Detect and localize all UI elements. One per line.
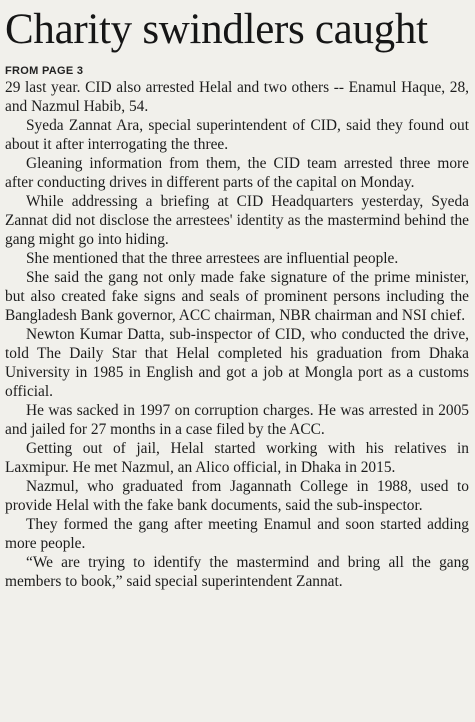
paragraph: Nazmul, who graduated from Jagannath College in 1988, used to provide Helal with the fake bank documents, said the sub-inspector. xyxy=(5,478,469,514)
paragraph: She said the gang not only made fake signature of the prime minister, but also created fake signs and seals of prominent persons including the Bangladesh Bank governor, ACC chairman, NBR chairman and NSI chief. xyxy=(5,269,469,324)
paragraph: Getting out of jail, Helal started working with his relatives in Laxmipur. He met Nazmul, an Alico official, in Dhaka in 2015. xyxy=(5,440,469,476)
paragraph: He was sacked in 1997 on corruption charges. He was arrested in 2005 and jailed for 27 months in a case filed by the ACC. xyxy=(5,402,469,438)
article-headline: Charity swindlers caught xyxy=(5,6,428,53)
paragraph: 29 last year. CID also arrested Helal and two others -- Enamul Haque, 28, and Nazmul Habib, 54. xyxy=(5,79,469,115)
paragraph: She mentioned that the three arrestees are influential people. xyxy=(26,250,399,267)
paragraph: “We are trying to identify the mastermind and bring all the gang members to book,” said special superintendent Zannat. xyxy=(5,554,469,590)
paragraph: Newton Kumar Datta, sub-inspector of CID, who conducted the drive, told The Daily Star that Helal completed his graduation from Dhaka University in 1985 in English and got a job at Mongla port as a customs official. xyxy=(5,326,469,400)
article-body xyxy=(5,78,469,591)
news-article xyxy=(5,0,469,591)
paragraph: Syeda Zannat Ara, special superintendent of CID, said they found out about it after interrogating the three. xyxy=(5,117,469,153)
continued-from-label: FROM PAGE 3 xyxy=(5,65,84,77)
paragraph: Gleaning information from them, the CID team arrested three more after conducting drives in different parts of the capital on Monday. xyxy=(5,155,469,191)
paragraph: While addressing a briefing at CID Headquarters yesterday, Syeda Zannat did not disclose the arrestees' identity as the mastermind behind the gang might go into hiding. xyxy=(5,193,469,248)
paragraph: They formed the gang after meeting Enamul and soon started adding more people. xyxy=(5,516,469,552)
